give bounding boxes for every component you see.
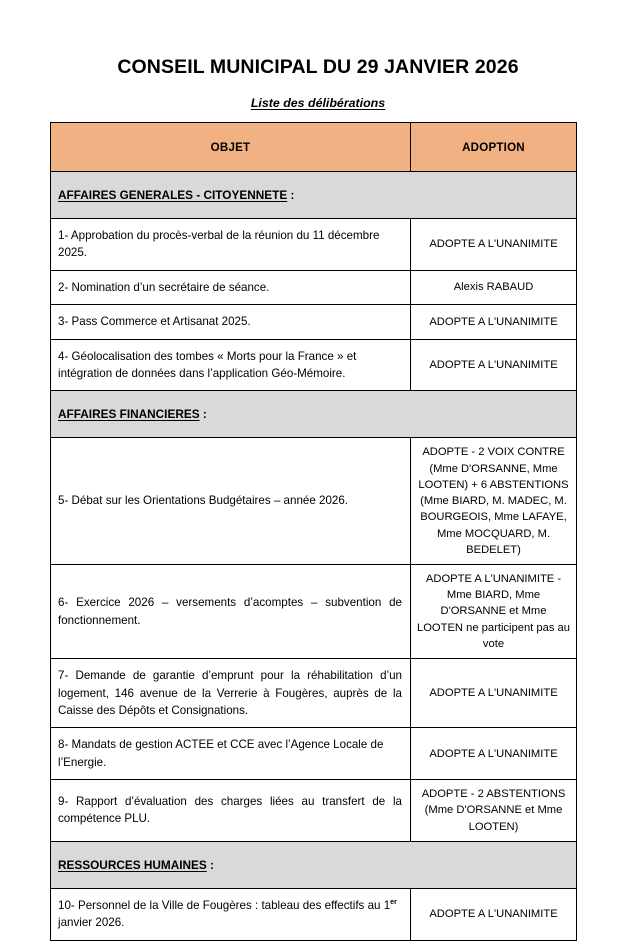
page-title: CONSEIL MUNICIPAL DU 29 JANVIER 2026 <box>117 56 519 78</box>
deliberation-adoption-cell: ADOPTE A L'UNANIMITE <box>411 888 577 940</box>
deliberation-adoption-cell: ADOPTE A L'UNANIMITE <box>411 659 577 728</box>
section-title-cell <box>51 391 577 438</box>
objet-text-before: 10- Personnel de la Ville de Fougères : tableau des effectifs au 1 <box>58 898 391 912</box>
column-header-adoption: ADOPTION <box>411 123 577 172</box>
deliberation-adoption-cell: ADOPTE A L'UNANIMITE <box>411 305 577 339</box>
table-header-row <box>51 123 577 172</box>
table-row <box>51 780 577 842</box>
deliberation-adoption-cell: ADOPTE A L'UNANIMITE <box>411 728 577 780</box>
section-title-cell <box>51 841 577 888</box>
table-row <box>51 270 577 304</box>
table-row <box>51 888 577 940</box>
deliberation-adoption-cell: ADOPTE - 2 VOIX CONTRE (Mme D'ORSANNE, Mme LOOTEN) + 6 ABSTENTIONS (Mme BIARD, M. MADEC, M. BOURGEOIS, Mme LAFAYE, Mme MOCQUARD, M. BEDELET) <box>411 438 577 565</box>
document-subtitle: Liste des délibérations <box>250 96 386 111</box>
section-title-text: RESSOURCES HUMAINES <box>58 857 207 872</box>
table-row <box>51 659 577 728</box>
ordinal-superscript: er <box>390 896 397 906</box>
deliberation-objet-cell: 6- Exercice 2026 – versements d’acomptes – subvention de fonctionnement. <box>51 564 411 658</box>
table-row <box>51 305 577 339</box>
deliberation-objet-cell: 1- Approbation du procès-verbal de la réunion du 11 décembre 2025. <box>51 219 411 271</box>
deliberation-objet-cell <box>51 888 411 940</box>
table-row <box>51 438 577 565</box>
deliberation-adoption-cell: ADOPTE A L'UNANIMITE <box>411 339 577 391</box>
section-header-row <box>51 841 577 888</box>
deliberation-objet-cell: 9- Rapport d’évaluation des charges liées au transfert de la compétence PLU. <box>51 780 411 842</box>
column-header-objet: OBJET <box>51 123 411 172</box>
objet-text-after: janvier 2026. <box>58 916 125 930</box>
section-title <box>58 858 214 872</box>
deliberation-adoption-cell: ADOPTE - 2 ABSTENTIONS (Mme D'ORSANNE et Mme LOOTEN) <box>411 780 577 842</box>
table-row <box>51 564 577 658</box>
table-row <box>51 339 577 391</box>
deliberation-objet-cell: 8- Mandats de gestion ACTEE et CCE avec l’Agence Locale de l’Energie. <box>51 728 411 780</box>
section-title-suffix: : <box>206 857 215 872</box>
deliberation-adoption-cell: ADOPTE A L'UNANIMITE - Mme BIARD, Mme D'ORSANNE et Mme LOOTEN ne participent pas au vote <box>411 564 577 658</box>
section-title-suffix: : <box>199 407 207 422</box>
section-header-row <box>51 391 577 438</box>
table-row <box>51 219 577 271</box>
deliberation-objet-cell: 4- Géolocalisation des tombes « Morts pour la France » et intégration de données dans l’application Géo-Mémoire. <box>51 339 411 391</box>
section-title-suffix: : <box>287 188 295 202</box>
deliberation-objet-cell: 3- Pass Commerce et Artisanat 2025. <box>51 305 411 339</box>
deliberation-adoption-cell: ADOPTE A L'UNANIMITE <box>411 219 577 271</box>
section-title-cell <box>51 172 577 219</box>
section-title <box>58 407 207 421</box>
deliberation-objet-cell: 7- Demande de garantie d’emprunt pour la réhabilitation d’un logement, 146 avenue de la Verrerie à Fougères, auprès de la Caisse des Dépôts et Consignations. <box>51 659 411 728</box>
table-row <box>51 728 577 780</box>
section-title-text: AFFAIRES FINANCIERES <box>58 407 200 422</box>
section-title-text: AFFAIRES GENERALES - CITOYENNETE <box>58 188 288 202</box>
deliberation-objet-cell: 5- Débat sur les Orientations Budgétaires – année 2026. <box>51 438 411 565</box>
section-title <box>58 188 294 202</box>
deliberation-objet-cell: 2- Nomination d’un secrétaire de séance. <box>51 270 411 304</box>
section-header-row <box>51 172 577 219</box>
deliberations-table <box>50 122 577 941</box>
deliberation-adoption-cell: Alexis RABAUD <box>411 270 577 304</box>
